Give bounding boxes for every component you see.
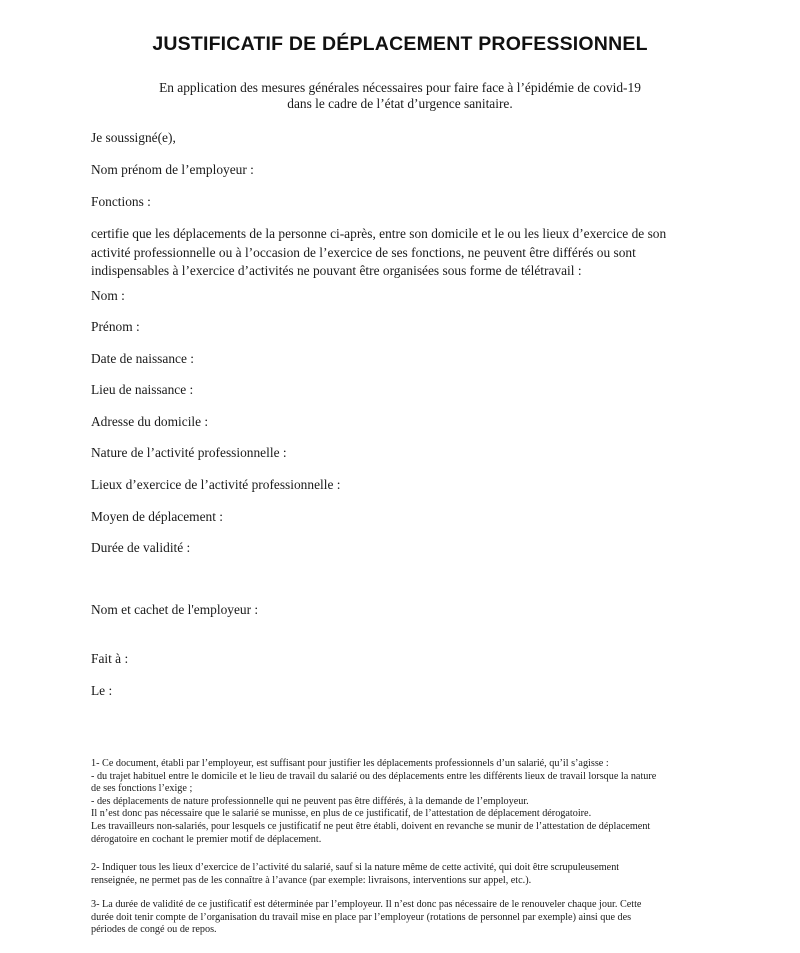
employer-name-label: Nom prénom de l’employeur : [91, 162, 254, 177]
footnote-line: durée doit tenir compte de l’organisation du travail mise en place par l’employeur (rotations de personnel par exemple) ainsi que des [91, 911, 632, 923]
soussigne-label: Je soussigné(e), [91, 130, 176, 145]
footnote-line: Il n’est donc pas nécessaire que le salarié se munisse, en plus de ce justificatif, de l’attestation de déplacement dérogatoire. [91, 808, 592, 820]
field-moyen-deplacement: Moyen de déplacement : [91, 509, 223, 524]
field-lieu-naissance: Lieu de naissance : [91, 382, 194, 397]
document-subtitle [0, 80, 800, 112]
fait-a-label: Fait à : [91, 651, 129, 666]
field-date-naissance: Date de naissance : [91, 351, 194, 366]
certify-line-3: indispensables à l’exercice d’activités ne pouvant être organisées sous forme de télétravail : [91, 263, 582, 278]
field-nature-activite: Nature de l’activité professionnelle : [91, 445, 287, 460]
certify-line-1: certifie que les déplacements de la personne ci-après, entre son domicile et le ou les lieux d’exercice de son [91, 226, 667, 241]
footnote-line: - des déplacements de nature professionnelle qui ne peuvent pas être différés, à la demande de l’employeur. [91, 795, 529, 807]
footnote-line: renseignée, ne permet pas de les connaître à l’avance (par exemple: livraisons, interventions sur appel, etc.). [91, 874, 532, 886]
certify-paragraph [91, 225, 731, 281]
field-duree-validite: Durée de validité : [91, 540, 191, 555]
footnote-line: - du trajet habituel entre le domicile et le lieu de travail du salarié ou des déplacements entre les différents lieux de travail lorsque la nature [91, 770, 657, 782]
footnote-1 [91, 758, 741, 846]
footnote-line: de ses fonctions l’exige ; [91, 783, 193, 795]
field-nom: Nom : [91, 288, 125, 303]
subtitle-line-2: dans le cadre de l’état d’urgence sanitaire. [287, 96, 513, 111]
footnote-line: Les travailleurs non-salariés, pour lesquels ce justificatif ne peut être établi, doivent en revanche se munir de l’attestation de déplacement [91, 820, 651, 832]
footnote-line: périodes de congé ou de repos. [91, 924, 217, 936]
footnote-line: dérogatoire en cochant le premier motif de déplacement. [91, 833, 322, 845]
subtitle-line-1: En application des mesures générales nécessaires pour faire face à l’épidémie de covid-19 [159, 80, 641, 95]
field-lieux-exercice: Lieux d’exercice de l’activité professionnelle : [91, 477, 341, 492]
certify-line-2: activité professionnelle ou à l’occasion de l’exercice de ses fonctions, ne peuvent être différés ou sont [91, 244, 636, 260]
footnote-2 [91, 862, 741, 887]
footnote-line: 3- La durée de validité de ce justificatif est déterminée par l’employeur. Il n’est donc pas nécessaire de le renouveler chaque jour. Cette [91, 899, 642, 910]
field-adresse: Adresse du domicile : [91, 414, 209, 429]
employer-stamp-label: Nom et cachet de l'employeur : [91, 602, 259, 617]
date-label: Le : [91, 683, 113, 698]
employer-function-label: Fonctions : [91, 194, 151, 209]
field-prenom: Prénom : [91, 319, 140, 334]
footnote-line: 1- Ce document, établi par l’employeur, est suffisant pour justifier les déplacements professionnels d’un salarié, qu’il s’agisse : [91, 758, 609, 769]
footnote-3 [91, 899, 741, 937]
footnote-line: 2- Indiquer tous les lieux d’exercice de l’activité du salarié, sauf si la nature même de cette activité, qui doit être scrupuleusement [91, 862, 620, 873]
document-title: JUSTIFICATIF DE DÉPLACEMENT PROFESSIONNEL [152, 33, 648, 55]
